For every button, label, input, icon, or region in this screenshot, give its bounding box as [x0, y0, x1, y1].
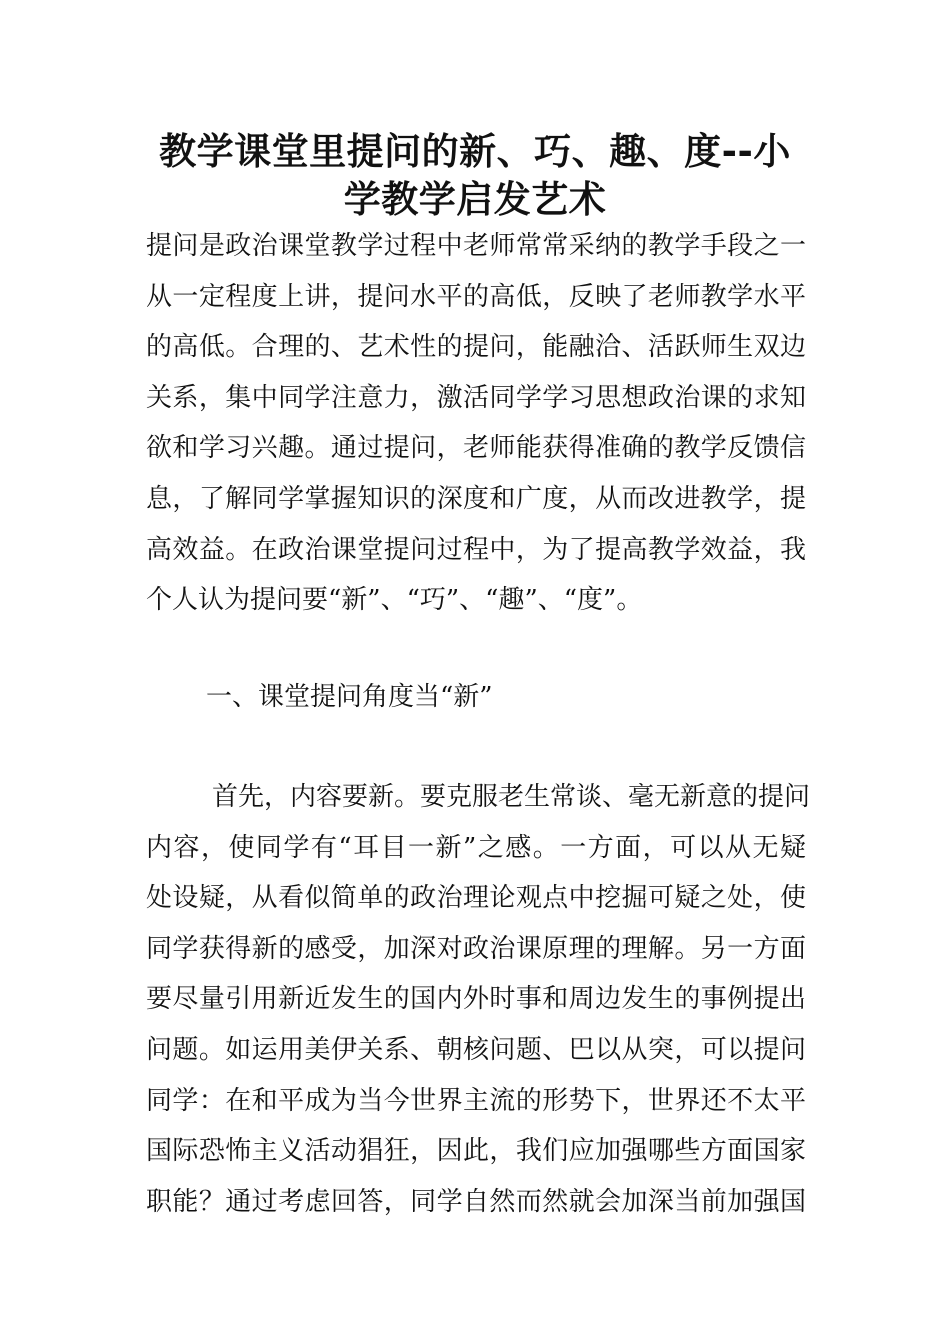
- section-paragraph: [146, 772, 811, 1227]
- paragraph-line: 的高低。合理的、艺术性的提问，能融洽、活跃师生双边: [146, 332, 806, 363]
- paragraph-line: 高效益。在政治课堂提问过程中，为了提高教学效益，我: [146, 534, 806, 565]
- paragraph-line: 内容，使同学有“耳目一新”之感。一方面，可以从无疑: [146, 832, 806, 863]
- paragraph-line: 首先，内容要新。要克服老生常谈、毫无新意的提问: [212, 782, 811, 812]
- paragraph-line: 要尽量引用新近发生的国内外时事和周边发生的事例提出: [146, 984, 806, 1015]
- paragraph-line: 个人认为提问要“新”、“巧”、“趣”、“度”。: [146, 585, 643, 616]
- paragraph-line: 提问是政治课堂教学过程中老师常常采纳的教学手段之一: [146, 231, 806, 261]
- paragraph-line: 同学获得新的感受，加深对政治课原理的理解。另一方面: [146, 933, 806, 964]
- paragraph-line: 国际恐怖主义活动猖狂，因此，我们应加强哪些方面国家: [146, 1136, 806, 1167]
- paragraph-line: 息，了解同学掌握知识的深度和广度，从而改进教学，提: [146, 483, 806, 514]
- title-line: 学教学启发艺术: [343, 178, 607, 221]
- title-line: 教学课堂里提问的新、巧、趣、度--小: [159, 130, 791, 173]
- paragraph-line: 问题。如运用美伊关系、朝核问题、巴以从突，可以提问: [146, 1034, 806, 1065]
- document-title: [140, 128, 810, 224]
- paragraph-line: 关系，集中同学注意力，激活同学学习思想政治课的求知: [146, 382, 806, 413]
- paragraph-line: 处设疑，从看似简单的政治理论观点中挖掘可疑之处，使: [146, 883, 806, 914]
- paragraph-line: 职能？通过考虑回答，同学自然而然就会加深当前加强国: [146, 1186, 806, 1217]
- paragraph-line: 欲和学习兴趣。通过提问，老师能获得准确的教学反馈信: [146, 433, 806, 464]
- intro-paragraph: [146, 221, 806, 626]
- paragraph-line: 同学：在和平成为当今世界主流的形势下，世界还不太平: [146, 1085, 806, 1116]
- paragraph-line: 从一定程度上讲，提问水平的高低，反映了老师教学水平: [146, 281, 806, 312]
- section-heading: 一、课堂提问角度当“新”: [206, 682, 493, 712]
